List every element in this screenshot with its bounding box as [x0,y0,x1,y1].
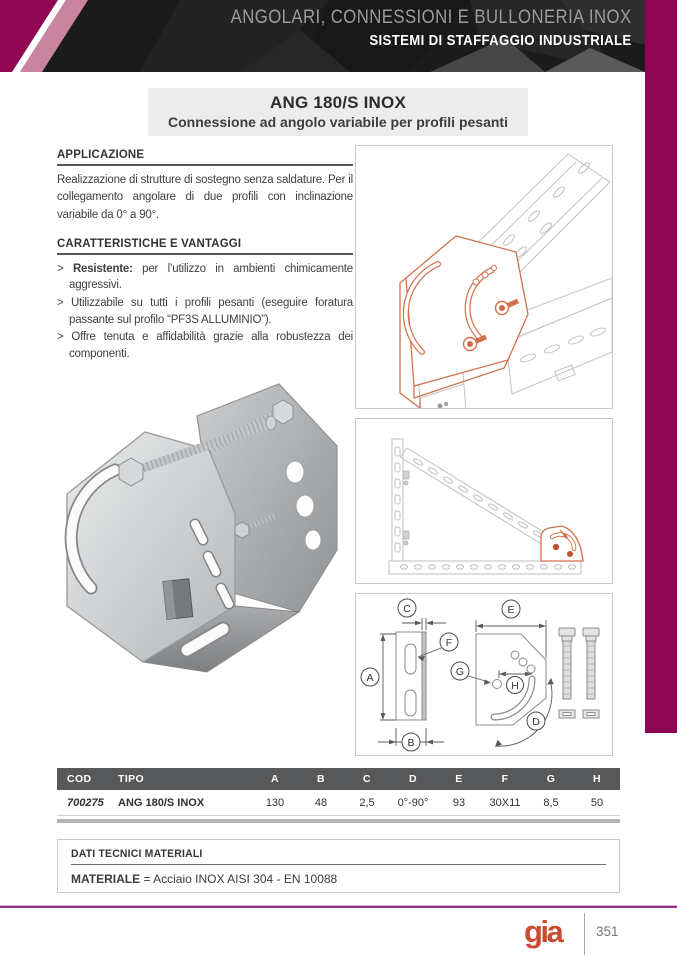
dati-tecnici-box [57,839,620,893]
svg-text:D: D [532,716,540,728]
svg-text:B: B [407,737,415,749]
cell-g: 8,5 [543,796,559,809]
cell-h: 50 [590,796,604,809]
dim-label-e [502,600,520,618]
svg-text:E: E [507,604,515,616]
footer-divider [584,913,585,955]
iso-drawing [356,146,612,408]
caratteristiche-list [57,261,353,363]
dim-label-d [527,712,545,730]
materiale-label: MATERIALE [71,872,141,886]
header-series-title: SISTEMI DI STAFFAGGIO INDUSTRIALE [369,32,632,49]
dati-tecnici-heading: DATI TECNICI MATERIALI [71,848,606,865]
col-header-tipo: TIPO [118,773,145,785]
bullet-marker: > [57,297,64,310]
bullet-marker: > [57,262,64,275]
materiale-value: = Acciaio INOX AISI 304 - EN 10088 [143,872,338,886]
applicazione-heading: APPLICAZIONE [57,147,353,166]
dimension-drawing-box [355,593,613,756]
svg-text:A: A [366,672,374,684]
header-titles [176,7,632,49]
elevation-drawing-box [355,418,613,584]
dim-label-f [440,633,458,651]
cell-tipo: ANG 180/S INOX [118,796,205,809]
col-header-g: G [546,773,556,785]
cell-cod: 700275 [67,796,104,809]
bullet-marker: > [57,331,64,344]
product-title-box [148,88,528,136]
svg-text:G: G [455,666,465,678]
header-category-title: ANGOLARI, CONNESSIONI E BULLONERIA INOX [231,7,632,28]
dim-label-a [361,668,379,686]
page-number: 351 [596,924,619,939]
col-header-c: C [363,773,371,785]
iso-drawing-box [355,145,613,409]
product-photo [45,352,350,750]
table-header-row [57,768,620,790]
page-header [0,0,677,72]
col-header-a: A [271,773,279,785]
dim-label-g [451,662,469,680]
applicazione-text: Realizzazione di strutture di sostegno senza saldature. Per il collegamento angolare di due profili con inclinazione variabile da 0° a 90°. [57,174,353,221]
col-header-cod: COD [67,773,92,785]
col-header-b: B [317,773,325,785]
dimension-drawing [356,594,612,755]
cell-a: 130 [265,796,285,809]
description-column [57,147,353,364]
list-item: > Resistente: per l’utilizzo in ambienti chimicamente aggressivi. [57,262,353,292]
svg-text:C: C [403,603,411,615]
svg-text:F: F [445,637,453,649]
header-diagonal-stripes [0,0,130,72]
table-end-bar [57,819,620,823]
cell-e: 93 [452,796,466,809]
gia-logo: gia [524,914,562,949]
col-header-e: E [455,773,463,785]
elevation-drawing [356,419,612,583]
dim-label-h [507,677,524,694]
dim-label-b [402,733,420,751]
cell-d: 0°-90° [397,796,429,809]
dim-label-c [398,599,416,617]
magenta-side-bar [645,0,677,733]
footer-accent-line [0,905,677,908]
cell-b: 48 [314,796,328,809]
cell-c: 2,5 [359,796,375,809]
svg-text:H: H [511,680,519,692]
caratteristiche-heading: CARATTERISTICHE E VANTAGGI [57,236,353,255]
product-subtitle: Connessione ad angolo variabile per profili pesanti [168,114,508,130]
col-header-d: D [409,773,417,785]
list-item: > Utilizzabile su tutti i profili pesanti (eseguire foratura passante sul profilo “PF3S ALLUMINIO”). [57,297,353,326]
table-row [57,790,620,816]
materiale-line [71,872,606,886]
col-header-h: H [593,773,601,785]
col-header-f: F [501,773,509,785]
product-title: ANG 180/S INOX [269,93,406,112]
list-item: > Offre tenuta e affidabilità grazie alla robustezza dei componenti. [57,331,353,361]
cell-f: 30X11 [489,796,521,809]
spec-table [57,768,620,823]
